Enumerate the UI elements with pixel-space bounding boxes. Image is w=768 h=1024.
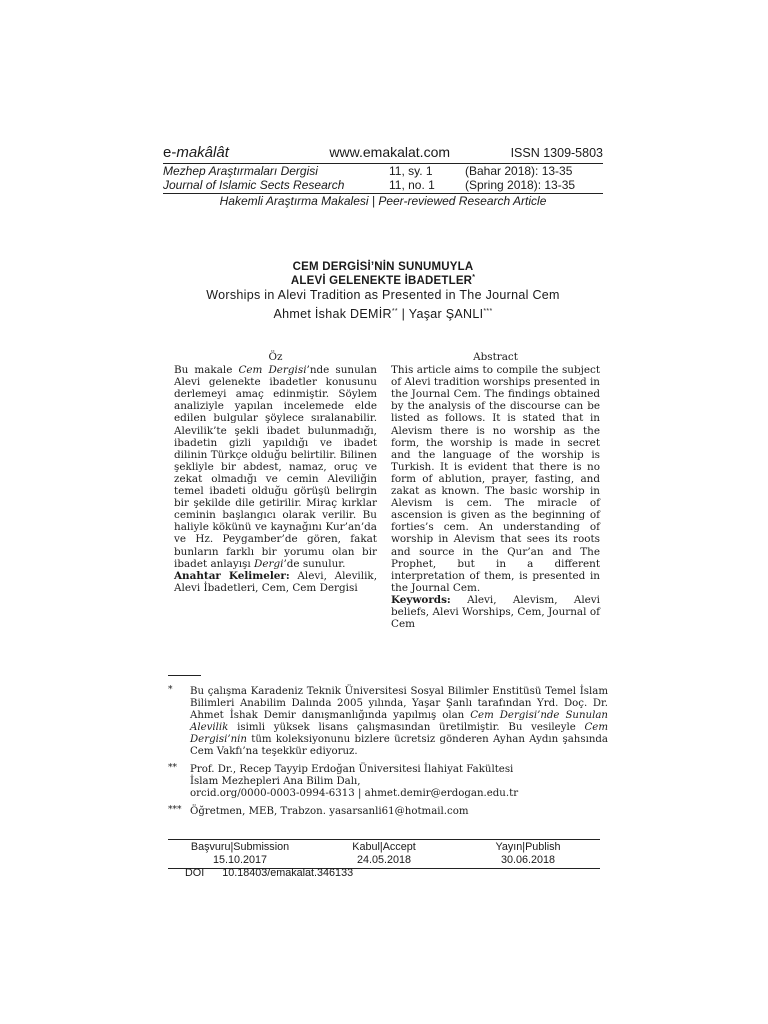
footnote-1-mark: *: [168, 685, 173, 695]
journal-volume-tr: 11, sy. 1: [389, 164, 433, 178]
accept-label: Kabul|Accept: [352, 841, 416, 853]
dates-rule-top: [168, 839, 600, 840]
abstract-tr-heading: Öz: [268, 351, 283, 363]
journal-name: e-makâlât: [163, 144, 229, 161]
article-authors: Ahmet İshak DEMİR** | Yaşar ŞANLI***: [273, 307, 493, 321]
journal-title-tr: Mezhep Araştırmaları Dergisi: [163, 164, 318, 178]
doi-value: 10.18403/emakalat.346133: [222, 867, 354, 879]
journal-issn: ISSN 1309-5803: [510, 146, 603, 160]
footnote-rule: [168, 675, 201, 676]
footnote-2: [168, 764, 608, 800]
abstract-en-keywords: Keywords: Alevi, Alevism, Alevi beliefs, Alevi Worships, Cem, Journal of Cem: [391, 593, 600, 631]
article-title-line2: ALEVİ GELENEKTE İBADETLER*: [290, 274, 476, 287]
journal-title-en: Journal of Islamic Sects Research: [163, 178, 345, 192]
abstract-en-body: This article aims to compile the subject of Alevi tradition worships presented in the Journal Cem. The findings obtained by the analysis of the discourse can be listed as follows. It is stated that in Alevism there is no worship as the form, the worship is made in secret and the language of the worship is Turkish. It is evident that there is no form of ablution, prayer, fasting, and zakat as known. The basic worship in Alevism is cem. The miracle of ascension is given as the beginning of forties’s cem. An understanding of worship in Alevism that sees its roots and source in the Qur’an and The Prophet, but in a different interpretation of them, is presented in the Journal Cem.: [391, 364, 600, 594]
abstract-english: [391, 351, 600, 630]
publish-date: 30.06.2018: [500, 854, 556, 866]
doi-line: [185, 867, 353, 879]
footnote-2-mark: **: [168, 763, 177, 773]
footnote-1-text: Bu çalışma Karadeniz Teknik Üniversitesi Sosyal Bilimler Enstitüsü Temel İslam Bilimleri Anabilim Dalında 2005 yılında, Yaşar Şanlı tarafından Yrd. Doç. Dr. Ahmet İshak Demir danışmanlığında yapılmış olan Cem Dergisi’nde Sunulan Alevilik isimli yüksek lisans çalışmasından üretilmiştir. Bu vesileyle Cem Dergisi’nin tüm koleksiyonunu bizlere ücretsiz gönderen Ayhan Aydın şahsında Cem Vakfı’na teşekkür ediyoruz.: [190, 686, 608, 758]
journal-period-en: (Spring 2018): 13-35: [465, 178, 576, 192]
journal-row-tr: [163, 164, 603, 178]
journal-header: [163, 144, 603, 161]
article-title-english: Worships in Alevi Tradition as Presented in The Journal Cem: [206, 288, 560, 302]
footnote-2-line3: orcid.org/0000-0003-0994-6313 | ahmet.demir@erdogan.edu.tr: [190, 788, 519, 800]
article-title-line1: CEM DERGİSİ’NİN SUNUMUYLA: [292, 261, 474, 273]
abstract-en-heading: Abstract: [473, 351, 518, 363]
article-type: Hakemli Araştırma Makalesi | Peer-reviewed Research Article: [219, 194, 547, 208]
abstract-turkish: [174, 351, 377, 594]
abstract-tr-keywords: Anahtar Kelimeler: Alevi, Alevilik, Alevi İbadetleri, Cem, Cem Dergisi: [174, 569, 378, 594]
dates-values: [168, 854, 600, 866]
journal-period-tr: (Bahar 2018): 13-35: [465, 164, 573, 178]
publish-label: Yayın|Publish: [495, 841, 561, 853]
doi-label: DOI: [185, 867, 205, 879]
submission-label: Başvuru|Submission: [190, 841, 290, 853]
submission-date: 15.10.2017: [212, 854, 268, 866]
footnote-1: [168, 686, 608, 759]
journal-row-en: [163, 178, 603, 192]
abstract-tr-body: Bu makale Cem Dergisi’nde sunulan Alevi gelenekte ibadetler konusunu derlemeyi amaç edinmiştir. Söylem analiziyle yapılan incelemede elde edilen bulgular şöylece sıralanabilir. Alevilik’te şekli ibadet bulunmadığı, ibadetin gizli yapıldığı ve ibadet dilinin Türkçe olduğu belirtilir. Bilinen şekliyle bir abdest, namaz, oruç ve zekat olmadığı ve cemin Aleviliğin temel ibadeti olduğu görüşü belirgin bir şekilde dile getirilir. Miraç kırklar ceminin başlangıcı olarak verilir. Bu haliyle kökünü ve kaynağını Kur’an’da ve Hz. Peygamber’de gören, fakat bunların farklı bir yorumu olan bir ibadet anlayışı Dergi’de sunulur.: [174, 364, 377, 570]
footnote-3-text: Öğretmen, MEB, Trabzon. yasarsanli61@hotmail.com: [190, 806, 469, 817]
footnote-2-line2: İslam Mezhepleri Ana Bilim Dalı,: [190, 776, 361, 788]
dates-labels: [168, 841, 600, 853]
journal-website: www.emakalat.com: [329, 144, 451, 160]
accept-date: 24.05.2018: [356, 854, 412, 866]
footnote-2-text: [190, 764, 608, 800]
footnote-3-mark: ***: [168, 805, 182, 815]
journal-volume-en: 11, no. 1: [389, 178, 435, 192]
footnote-2-line1: Prof. Dr., Recep Tayyip Erdoğan Üniversitesi İlahiyat Fakültesi: [190, 764, 514, 775]
footnote-3: [168, 806, 608, 818]
